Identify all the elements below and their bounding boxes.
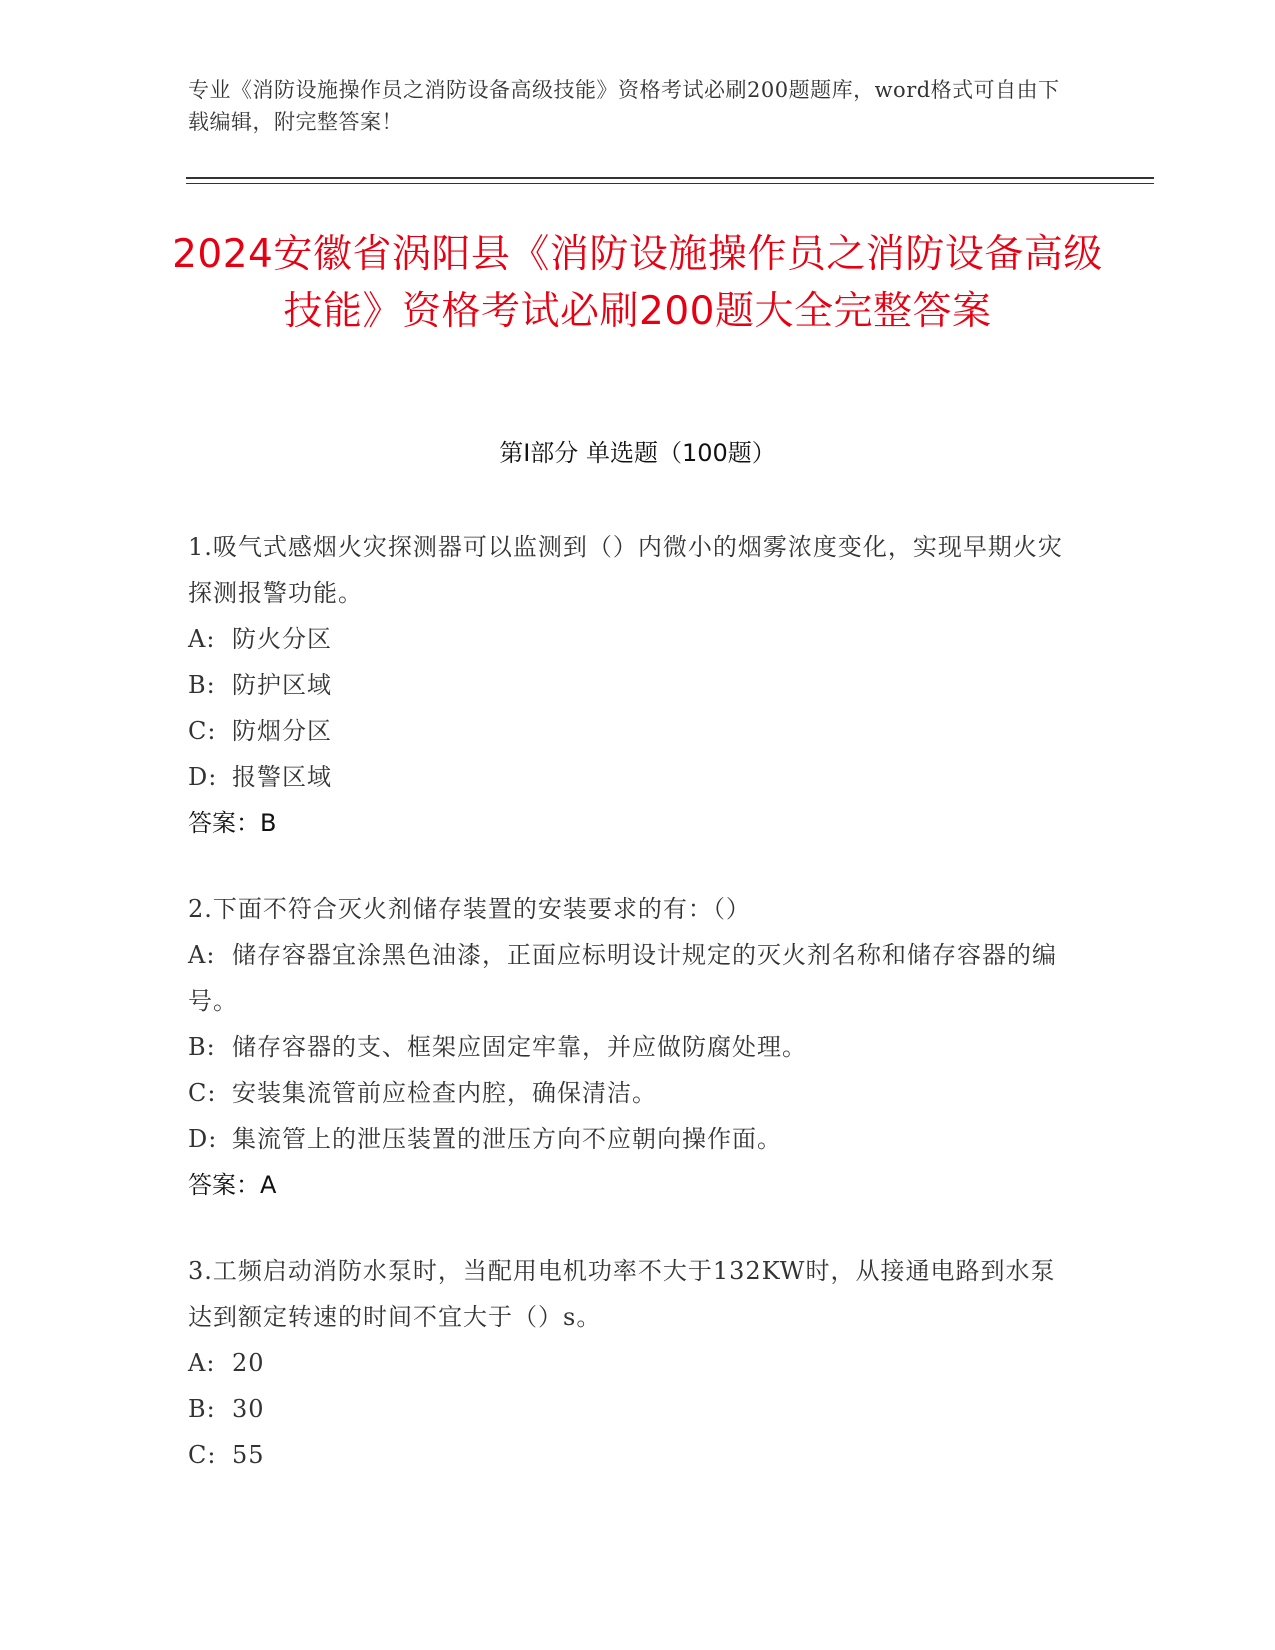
header-note: 专业《消防设施操作员之消防设备高级技能》资格考试必刷200题题库，word格式可自由下载编辑，附完整答案！: [188, 78, 1060, 134]
option-letter: B:: [188, 1395, 216, 1423]
question-3: [188, 1248, 1078, 1478]
option-b: [188, 1386, 1078, 1432]
question-text: 1.吸气式感烟火灾探测器可以监测到（）内微小的烟雾浓度变化，实现早期火灾探测报警功能。: [188, 533, 1063, 607]
answer: 答案：A: [188, 1171, 277, 1199]
option-letter: C:: [188, 1441, 217, 1469]
option-a: [188, 932, 1078, 1024]
document-title: 2024安徽省涡阳县《消防设施操作员之消防设备高级技能》资格考试必刷200题大全完整答案: [172, 232, 1103, 334]
option-text: 20: [232, 1349, 265, 1377]
option-letter: C:: [188, 717, 217, 745]
option-text: 防烟分区: [232, 717, 332, 745]
option-a: [188, 616, 1078, 662]
question-list: [188, 524, 1078, 1518]
option-text: 安装集流管前应检查内腔，确保清洁。: [232, 1079, 657, 1107]
option-letter: D:: [188, 1125, 218, 1153]
header-divider-thick: [186, 177, 1154, 179]
option-b: [188, 1024, 1078, 1070]
option-text: 集流管上的泄压装置的泄压方向不应朝向操作面。: [232, 1125, 782, 1153]
option-letter: A:: [188, 625, 216, 653]
option-d: [188, 754, 1078, 800]
section-title: 第Ⅰ部分 单选题（100题）: [499, 439, 776, 467]
question-text: 2.下面不符合灭火剂储存装置的安装要求的有：（）: [188, 895, 751, 923]
option-text: 储存容器宜涂黑色油漆，正面应标明设计规定的灭火剂名称和储存容器的编号。: [188, 941, 1057, 1015]
option-text: 报警区域: [232, 763, 332, 791]
option-letter: C:: [188, 1079, 217, 1107]
option-letter: A:: [188, 1349, 216, 1377]
question-text: 3.工频启动消防水泵时，当配用电机功率不大于132KW时，从接通电路到水泵达到额定转速的时间不宜大于（）s。: [188, 1257, 1056, 1331]
option-letter: B:: [188, 671, 216, 699]
option-text: 防护区域: [232, 671, 332, 699]
option-letter: B:: [188, 1033, 216, 1061]
option-c: [188, 708, 1078, 754]
option-letter: A:: [188, 941, 216, 969]
header-divider-thin: [186, 183, 1154, 184]
option-a: [188, 1340, 1078, 1386]
option-d: [188, 1116, 1078, 1162]
answer: 答案：B: [188, 809, 277, 837]
option-b: [188, 662, 1078, 708]
option-text: 防火分区: [232, 625, 332, 653]
option-text: 55: [232, 1441, 265, 1469]
option-c: [188, 1070, 1078, 1116]
option-text: 储存容器的支、框架应固定牢靠，并应做防腐处理。: [232, 1033, 807, 1061]
option-text: 30: [232, 1395, 265, 1423]
question-2: [188, 886, 1078, 1208]
option-letter: D:: [188, 763, 218, 791]
option-c: [188, 1432, 1078, 1478]
question-1: [188, 524, 1078, 846]
